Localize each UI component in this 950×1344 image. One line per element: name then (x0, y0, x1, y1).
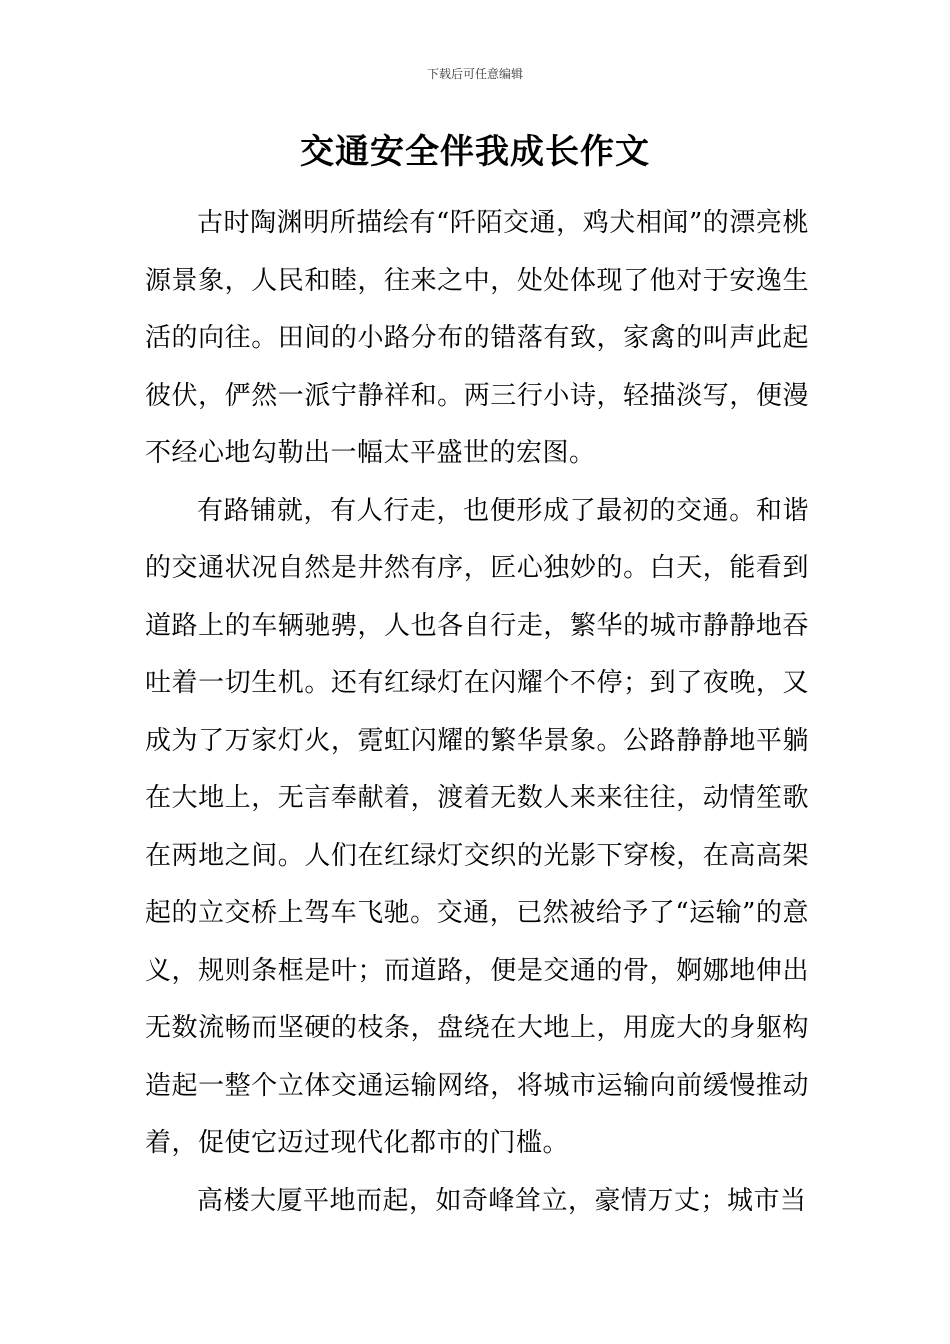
paragraph-2: 有路铺就，有人行走，也便形成了最初的交通。和谐的交通状况自然是井然有序，匠心独妙的。白天，能看到道路上的车辆驰骋，人也各自行走，繁华的城市静静地吞吐着一切生机。还有红绿灯在闪耀个不停；到了夜晚，又成为了万家灯火，霓虹闪耀的繁华景象。公路静静地平躺在大地上，无言奉献着，渡着无数人来来往往，动情笙歌在两地之间。人们在红绿灯交织的光影下穿梭，在高高架起的立交桥上驾车飞驰。交通，已然被给予了“运输”的意义，规则条框是叶；而道路，便是交通的骨，婀娜地伸出无数流畅而坚硬的枝条，盘绕在大地上，用庞大的身躯构造起一整个立体交通运输网络，将城市运输向前缓慢推动着，促使它迈过现代化都市的门槛。 (145, 495, 809, 1158)
paragraph-3: 高楼大厦平地而起，如奇峰耸立，豪情万丈；城市当 (197, 1185, 807, 1216)
document-title: 交通安全伴我成长作文 (300, 132, 650, 172)
document-body (145, 195, 809, 1230)
paragraph-1: 古时陶渊明所描绘有“阡陌交通，鸡犬相闻”的漂亮桃源景象，人民和睦，往来之中，处处体现了他对于安逸生活的向往。田间的小路分布的错落有致，家禽的叫声此起彼伏，俨然一派宁静祥和。两三行小诗，轻描淡写，便漫不经心地勾勒出一幅太平盛世的宏图。 (145, 208, 809, 468)
header-note: 下载后可任意编辑 (426, 67, 523, 81)
